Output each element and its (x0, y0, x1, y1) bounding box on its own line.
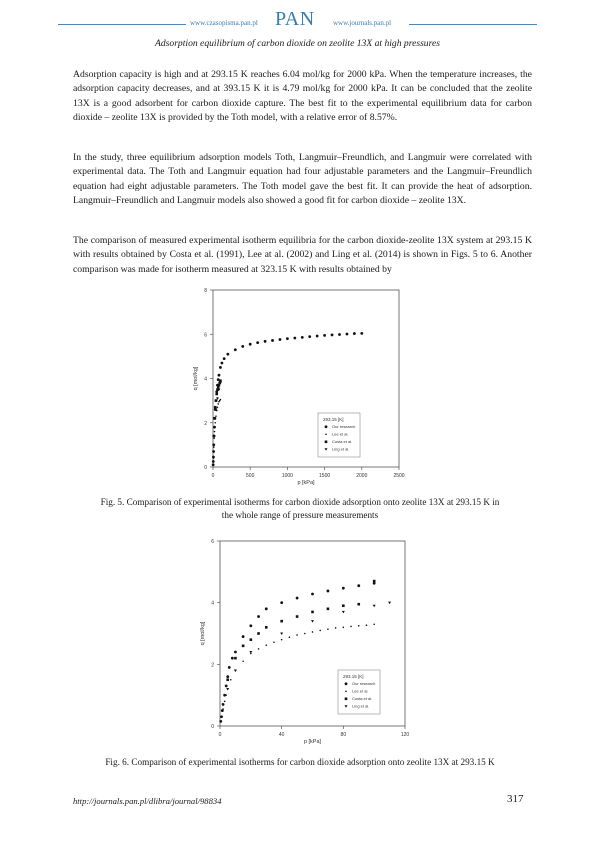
data-point (264, 340, 267, 343)
data-point (217, 403, 219, 405)
data-point (373, 605, 376, 608)
data-point (212, 435, 215, 438)
data-point (220, 399, 222, 401)
data-point (293, 337, 296, 340)
data-point (226, 353, 229, 356)
data-point (257, 632, 260, 635)
legend-label: Lee et al. (332, 431, 349, 437)
data-point (311, 593, 314, 596)
legend-label: Our research (352, 681, 376, 686)
body-paragraph: The comparison of measured experimental isotherm equilibria for the carbon dioxide-zeolite 13X system at 293.15 K with results obtained by Costa et al. (1991), Lee at al. (2002) and Ling et al. (2014) is shown in Figs. 5 to 6. Another comparison was made for isotherm measured at 323.15 K with results obtained by (73, 235, 532, 275)
data-point (222, 708, 224, 710)
y-tick-label: 6 (211, 539, 214, 545)
data-point (219, 720, 222, 723)
figure-5-chart (195, 282, 415, 487)
y-tick-label: 0 (211, 724, 214, 730)
data-point (286, 337, 289, 340)
data-point (226, 678, 229, 681)
legend-label: Ling et al. (352, 703, 370, 709)
figure-6-chart (195, 535, 415, 750)
data-point (342, 587, 345, 590)
x-tick-label: 80 (340, 732, 347, 738)
data-point (296, 597, 299, 600)
data-point (212, 450, 215, 453)
data-point (214, 422, 216, 424)
legend-marker (345, 691, 347, 693)
y-tick-label: 4 (211, 600, 214, 607)
data-point (215, 415, 217, 417)
y-tick-label: 0 (204, 465, 207, 471)
data-point (360, 332, 363, 335)
data-point (249, 624, 252, 627)
data-point (342, 611, 345, 614)
data-point (271, 339, 274, 342)
data-point (214, 406, 217, 409)
data-point (331, 334, 334, 337)
data-point (213, 437, 215, 439)
header-rule-left (58, 24, 186, 25)
legend-label: Our research (332, 424, 356, 429)
data-point (357, 584, 360, 587)
data-point (311, 611, 314, 614)
legend-marker (345, 698, 348, 701)
data-point (242, 645, 245, 648)
data-point (311, 620, 314, 623)
data-point (222, 703, 225, 706)
y-axis-label: q [mol/kg] (200, 621, 206, 646)
data-point (358, 625, 360, 627)
legend-label: Ling et al. (332, 446, 350, 452)
data-point (319, 630, 321, 632)
data-point (234, 670, 237, 673)
body-paragraph: Adsorption capacity is high and at 293.15 K reaches 6.04 mol/kg for 2000 kPa. When the temperature increases, the adsorption capacity decreases, and at 393.15 K it is 4.79 mol/kg for 2000 kPa. It can be concluded that the zeolite 13X is a good adsorbent for carbon dioxide capture. The best fit to the experimental equilibrium data for carbon dioxide – zeolite 13X is provided by the Toth model, with a relative error of 8.57%. (73, 69, 532, 124)
data-point (265, 607, 268, 610)
data-point (225, 694, 227, 696)
data-point (221, 716, 223, 718)
legend-marker (345, 682, 348, 685)
data-point (226, 688, 229, 691)
data-point (304, 633, 306, 635)
y-tick-label: 8 (204, 288, 207, 294)
data-point (234, 651, 237, 654)
data-point (316, 335, 319, 338)
x-tick-label: 120 (400, 732, 410, 738)
data-point (335, 627, 337, 629)
data-point (242, 635, 245, 638)
header-url-right[interactable]: www.journals.pan.pl (333, 19, 392, 27)
data-point (230, 679, 232, 681)
data-point (373, 580, 376, 583)
legend-marker (325, 441, 328, 444)
data-point (265, 626, 268, 629)
data-point (343, 627, 345, 629)
data-point (312, 631, 314, 633)
data-point (323, 334, 326, 337)
data-point (224, 701, 226, 703)
data-point (265, 644, 267, 646)
data-point (241, 345, 244, 348)
data-point (219, 379, 222, 382)
data-point (213, 457, 215, 459)
data-point (214, 431, 216, 433)
data-point (350, 626, 352, 628)
legend-marker (325, 425, 328, 428)
data-point (279, 338, 282, 341)
data-point (256, 341, 259, 344)
data-point (373, 623, 375, 625)
x-axis-label: p [kPa] (297, 480, 315, 486)
data-point (327, 590, 330, 593)
data-point (213, 446, 215, 448)
data-point (215, 393, 218, 396)
x-tick-label: 500 (246, 473, 255, 479)
data-point (234, 348, 237, 351)
data-point (257, 615, 260, 618)
footer-url[interactable]: http://journals.pan.pl/dlibra/journal/98834 (73, 796, 222, 806)
data-point (308, 335, 311, 338)
running-title: Adsorption equilibrium of carbon dioxide on zeolite 13X at high pressures (155, 38, 440, 49)
data-point (280, 620, 283, 623)
data-point (327, 628, 329, 630)
data-point (342, 604, 345, 607)
data-point (231, 657, 234, 660)
data-point (217, 406, 219, 408)
data-point (249, 651, 252, 654)
y-axis-label: q [mol/kg] (193, 366, 199, 391)
data-point (327, 608, 330, 611)
figure-6-caption: Fig. 6. Comparison of experimental isotherms for carbon dioxide adsorption onto zeolite 13X at 293.15 K (105, 757, 495, 767)
data-point (296, 615, 299, 618)
data-point (223, 357, 226, 360)
data-point (228, 666, 231, 669)
x-tick-label: 40 (278, 732, 285, 738)
y-tick-label: 4 (204, 376, 207, 383)
data-point (226, 675, 229, 678)
data-point (234, 657, 237, 660)
legend-marker (325, 434, 327, 436)
x-tick-label: 2000 (356, 473, 368, 479)
x-tick-label: 0 (218, 732, 222, 738)
data-point (250, 638, 253, 641)
data-point (249, 343, 252, 346)
header-rule-right (409, 24, 537, 25)
data-point (280, 601, 283, 604)
data-point (346, 333, 349, 336)
x-axis-label: p [kPa] (303, 739, 322, 745)
data-point (338, 333, 341, 336)
data-point (258, 648, 260, 650)
data-point (357, 603, 360, 606)
data-point (301, 336, 304, 339)
data-point (217, 386, 220, 389)
data-point (366, 624, 368, 626)
data-point (218, 374, 221, 377)
plot-frame (213, 290, 399, 467)
data-point (221, 362, 224, 365)
y-tick-label: 6 (204, 332, 207, 339)
page-header (0, 10, 595, 50)
data-point (281, 639, 283, 641)
data-point (215, 399, 218, 402)
body-paragraph: In the study, three equilibrium adsorption models Toth, Langmuir–Freundlich, and Langmuir were correlated with experimental data. The Toth and Langmuir equation had four adjustable parameters and the Langmuir–Freundlich equation had eight adjustable parameters. The Toth model gave the best fit. It can provide the heat of adsorption. Langmuir–Freundlich and Langmuir models also showed a good fit for carbon dioxide – zeolite 13X. (73, 152, 532, 207)
data-point (388, 602, 391, 605)
y-tick-label: 2 (204, 420, 207, 427)
legend-label: Costa et al. (332, 439, 353, 444)
data-point (212, 460, 215, 463)
data-point (212, 463, 215, 466)
x-tick-label: 1500 (319, 473, 331, 479)
data-point (273, 641, 275, 643)
x-tick-label: 1000 (281, 473, 293, 479)
data-point (225, 685, 228, 688)
legend-label: Costa et al. (352, 696, 373, 701)
y-tick-label: 2 (211, 662, 214, 669)
data-point (296, 634, 298, 636)
header-url-left[interactable]: www.czasopisma.pan.pl (190, 19, 258, 27)
data-point (218, 384, 221, 387)
data-point (280, 633, 283, 636)
figure-5-caption: Fig. 5. Comparison of experimental isotherms for carbon dioxide adsorption onto zeolite 13X at 293.15 K in the whole range of pressure measurements (100, 497, 500, 520)
data-point (289, 636, 291, 638)
data-point (242, 660, 244, 662)
pan-logo: PAN (275, 8, 315, 30)
x-tick-label: 0 (211, 473, 215, 479)
legend-label: Lee et al. (352, 688, 369, 694)
data-point (219, 366, 222, 369)
data-point (353, 332, 356, 335)
legend-title: 293.15 [K] (323, 417, 344, 422)
legend-title: 293.15 [K] (343, 674, 364, 679)
data-point (213, 417, 216, 420)
x-tick-label: 2500 (393, 473, 405, 479)
page-number: 317 (507, 793, 524, 805)
